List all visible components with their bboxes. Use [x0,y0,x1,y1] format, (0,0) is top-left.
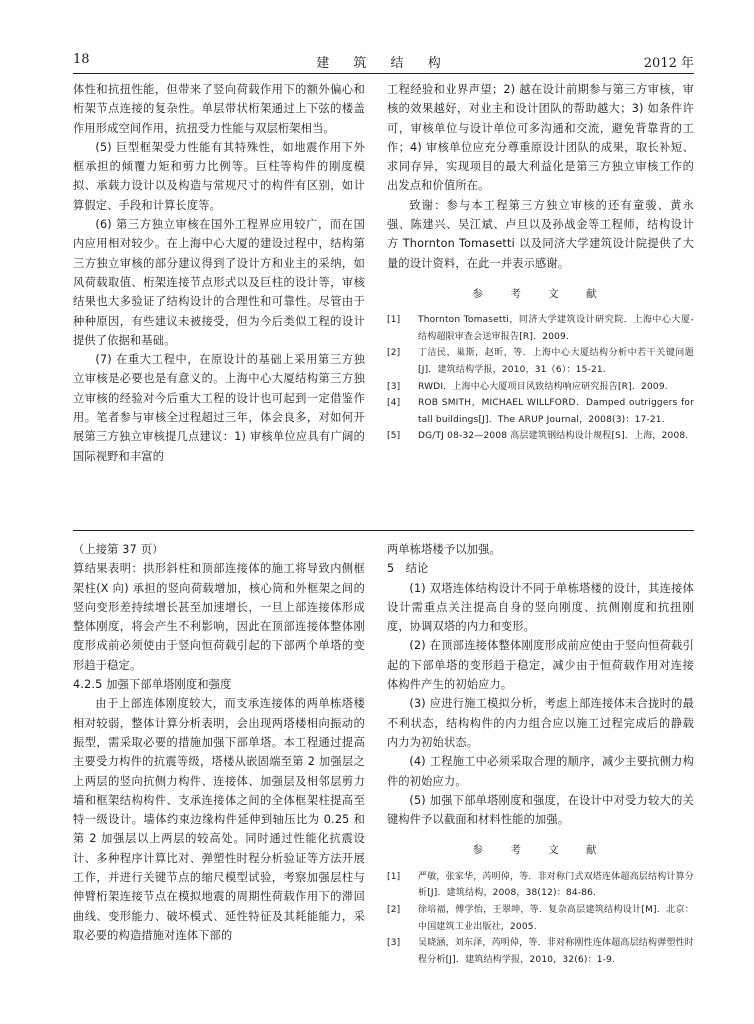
conclusion-item: (2) 在顶部连接体整体刚度形成前应使由于竖向恒荷载引起的下部单塔的变形趋于稳定，减少由于恒荷载作用对连接体构件产生的初始应力。 [387,639,694,692]
paragraph: (5) 巨型框架受力性能有其特殊性，如地震作用下外框承担的倾覆力矩和剪力比例等。巨柱等构件的刚度模拟、承载力设计以及构造与常规尺寸的构件有区别，如计算假定、手段和计算长度等。 [73,140,365,212]
continued-note: （上接第 37 页） [73,543,164,556]
section-heading: 5 结论 [387,562,429,576]
conclusion-item: (1) 双塔连体结构设计不同于单栋塔楼的设计，其连接体设计需重点关注提高自身的竖向刚度、抗侧刚度和抗扭刚度，协调双塔的内力和变形。 [387,581,694,634]
reference-item: [1] Thornton Tomasetti，同济大学建筑设计研究院．上海中心大厦-结构超限审查会送审报告[R]．2009. [387,315,694,342]
paragraph: 由于上部连体刚度较大，而支承连接体的两单栋塔楼相对较弱，整体计算分析表明，会出现两塔楼相向振动的振型，需采取必要的措施加强下部单塔。本工程通过提高主要受力构件的抗震等级，塔楼从嵌固端至第 2 加强层之上两层的竖向抗侧力构件、连接体、加强层及相邻层剪力墙和框架结构构件、支承连接体之间的全体框架柱提高至特一级设计。墙体约束边缘构件延伸到轴压比为 0.25 和第 2 加强层以上两层的较高处。同时通过性能化抗震设计、多种程序计算比对、弹塑性时程分析验证等方法开展工作，并进行关键节点的缩尺模型试验，考察加强层柱与伸臂桁架连接节点在模拟地震的周期性荷载作用下的滞回曲线、变形能力、破坏模式、延性特征及其耗能能力，采取必要的构造措施对连体下部的 [73,697,365,942]
references-heading: 参 考 文 献 [472,844,609,857]
continued-article-right-column [387,540,694,968]
article-end-left-column [73,80,365,466]
journal-title: 建 筑 结 构 [316,56,451,71]
reference-item: [3] RWDI．上海中心大厦项目风致结构响应研究报告[R]．2009. [387,381,668,392]
article-end-right-column [387,80,694,445]
section-heading: 4.2.5 加强下部单塔刚度和强度 [73,678,232,692]
reference-item: [1] 严敏，张家华，芮明倬，等．非对称门式双塔连体超高层结构计算分析[J]．建筑结构，2008，38(12)：84-86. [387,871,695,899]
header-rule [73,73,694,74]
reference-item: [4] ROB SMITH，MICHAEL WILLFORD．Damped outriggers for tall buildings[J]．The ARUP Journal，2008(3)：17-21. [387,398,694,425]
conclusion-item: (3) 应进行施工模拟分析，考虑上部连接体未合拢时的最不利状态，结构构件的内力组合应以施工过程完成后的静载内力为初始状态。 [387,697,694,749]
paragraph: 两单栋塔楼予以加强。 [387,543,501,556]
reference-item: [2] 徐培福，傅学怡，王翠坤，等．复杂高层建筑结构设计[M]．北京：中国建筑工业出版社，2005. [387,904,694,932]
references-heading: 参 考 文 献 [472,287,609,300]
reference-item: [5] DG/TJ 08-32—2008 高层建筑钢结构设计规程[S]．上海，2008. [387,431,689,442]
paragraph: (7) 在重大工程中，在原设计的基础上采用第三方独立审核是必要也是有意义的。上海中心大厦结构第三方独立审核的经验对今后重大工程的设计也可起到一定借鉴作用。笔者参与审核全过程超过三年，体会良多，对如何开展第三方独立审核提几点建议：1) 审核单位应具有广阔的国际视野和丰富的 [73,353,365,463]
reference-list [387,869,694,969]
reference-list [387,312,694,445]
issue-year: 2012 年 [643,56,694,71]
continued-article-left-column [73,540,365,945]
paragraph: 工程经验和业界声望；2) 越在设计前期参与第三方审核，审核的效果越好，对业主和设计团队的帮助越大；3) 如条件许可，审核单位与设计单位可多沟通和交流，避免背靠背的工作；4) 审核单位应充分尊重原设计团队的成果，取长补短、求同存异，实现项目的最大利益化是第三方独立审核工作的出发点和价值所在。 [387,83,694,193]
conclusion-item: (5) 加强下部单塔刚度和强度，在设计中对受力较大的关键构件予以截面和材料性能的加强。 [387,793,694,827]
running-header [73,52,694,74]
paragraph: 算结果表明：拱形斜柱和顶部连接体的施工将导致内侧框架柱(X 向) 承担的竖向荷载增加，核心筒和外框架之间的竖向变形差持续增长甚至加速增长，一旦上部连接体形成整体刚度，将会产生不利影响，因此在顶部连接体整体刚度形成前必须使由于竖向恒荷载引起的下部两个单塔的变形趋于稳定。 [73,562,365,672]
paragraph: (6) 第三方独立审核在国外工程界应用较广，而在国内应用相对较少。在上海中心大厦的建设过程中，结构第三方独立审核的部分建议得到了设计方和业主的采纳，如风荷载取值、桁架连接节点形式以及巨柱的设计等，审核结果也大多验证了结构设计的合理性和可靠性。尽管由于种种原因，有些建议未被接受，但为今后类似工程的设计提供了依据和基础。 [73,218,365,347]
paragraph: 体性和抗扭性能，但带来了竖向荷载作用下的额外偏心和桁架节点连接的复杂性。单层带状桁架通过上下弦的楼盖作用形成空间作用，抗扭受力性能与双层桁架相当。 [73,83,365,135]
page-number: 18 [73,52,90,67]
reference-item: [3] 吴晓涵，刘东泽，芮明倬，等．非对称刚性连体超高层结构弹塑性时程分析[J]．建筑结构学报，2010，32(6)：1-9. [387,938,695,965]
acknowledgement: 致谢：参与本工程第三方独立审核的还有童骏、黄永强、陈建兴、吴江斌、卢旦以及孙战金等工程师，结构设计方 Thornton Tomasetti 以及同济大学建筑设计院提供了大量的设计资料，在此一并表示感谢。 [387,198,694,270]
section-divider [73,530,694,531]
conclusion-item: (4) 工程施工中必须采取合理的顺序，减少主要抗侧力构件的初始应力。 [387,755,694,788]
reference-item: [2] 丁洁民，巢斯，赵昕，等．上海中心大厦结构分析中若干关键问题[J]．建筑结构学报，2010，31（6）：15-21. [387,348,694,376]
